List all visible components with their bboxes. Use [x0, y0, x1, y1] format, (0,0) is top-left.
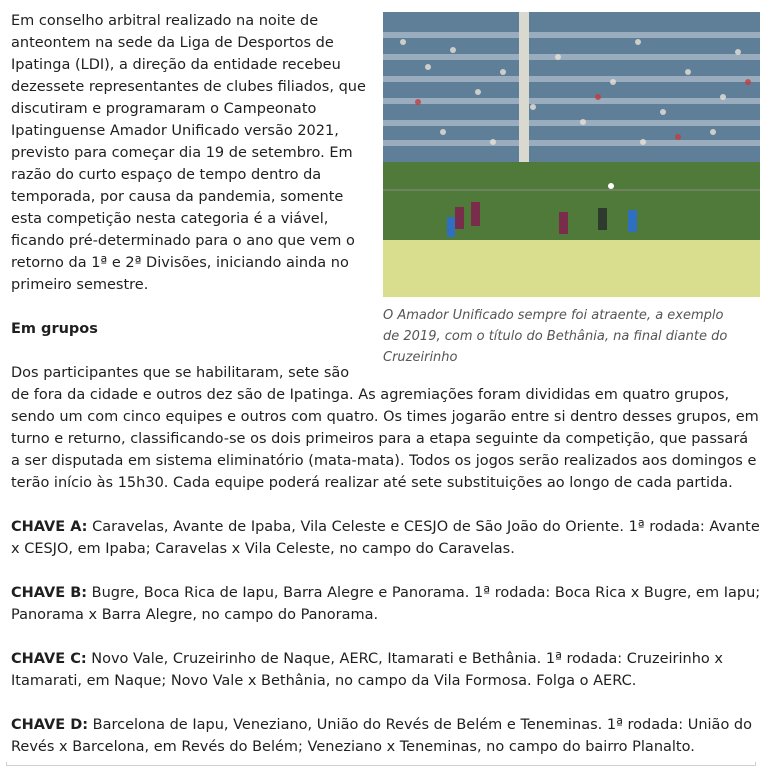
football-match-photo: [383, 12, 760, 297]
chave-b-paragraph: [11, 582, 760, 626]
chave-a-label: CHAVE A:: [11, 519, 88, 535]
chave-a-paragraph: [11, 516, 760, 560]
chave-b-text: Bugre, Boca Rica de Iapu, Barra Alegre e Panorama. 1ª rodada: Boca Rica x Bugre, em Iapu; Panorama x Barra Alegre, no campo do Panorama.: [11, 585, 760, 623]
chave-c-label: CHAVE C:: [11, 651, 87, 667]
chave-b-label: CHAVE B:: [11, 585, 88, 601]
photo-figure: [383, 12, 760, 368]
chave-d-paragraph: [11, 714, 760, 758]
chave-d-text: Barcelona de Iapu, Veneziano, União do Revés de Belém e Teneminas. 1ª rodada: União do Revés x Barcelona, em Revés do Belém; Veneziano x Teneminas, no campo do bairro Planalto.: [11, 717, 752, 755]
chave-c-text: Novo Vale, Cruzeirinho de Naque, AERC, Itamarati e Bethânia. 1ª rodada: Cruzeirinho x Itamarati, em Naque; Novo Vale x Bethânia, no campo da Vila Formosa. Folga o AERC.: [11, 651, 723, 689]
chave-a-text: Caravelas, Avante de Ipaba, Vila Celeste e CESJO de São João do Oriente. 1ª rodada: Avante x CESJO, em Ipaba; Caravelas x Vila Celeste, no campo do Caravelas.: [11, 519, 760, 557]
content-frame-edge: [6, 762, 756, 766]
photo-caption: O Amador Unificado sempre foi atraente, a exemplo de 2019, com o título do Bethânia, na final diante do Cruzeirinho: [383, 308, 728, 365]
groups-paragraph: Dos participantes que se habilitaram, sete são de fora da cidade e outros dez são de Ipatinga. As agremiações foram divididas em quatro grupos, sendo um com cinco equipes e outros com quatro. Os times jogarão entre si dentro desses grupos, em turno e returno, classificando-se os dois primeiros para a etapa seguinte da competição, que passará a ser disputada em sistema eliminatório (mata-mata). Todos os jogos serão realizados aos domingos e terão início às 15h30. Cada equipe poderá realizar até sete substituições ao longo de cada partida.: [11, 365, 759, 491]
article-body: [11, 10, 760, 780]
section-heading: Em grupos: [11, 321, 98, 337]
intro-paragraph: Em conselho arbitral realizado na noite de anteontem na sede da Liga de Desportos de Ipatinga (LDI), a direção da entidade recebeu dezessete representantes de clubes filiados, que discutiram e programaram o Campeonato Ipatinguense Amador Unificado versão 2021, previsto para começar dia 19 de setembro. Em razão do curto espaço de tempo dentro da temporada, por causa da pandemia, somente esta competição nesta categoria é a viável, ficando pré-determinado para o ano que vem o retorno da 1ª e 2ª Divisões, iniciando ainda no primeiro semestre.: [11, 13, 366, 293]
chave-d-label: CHAVE D:: [11, 717, 89, 733]
chave-c-paragraph: [11, 648, 760, 692]
